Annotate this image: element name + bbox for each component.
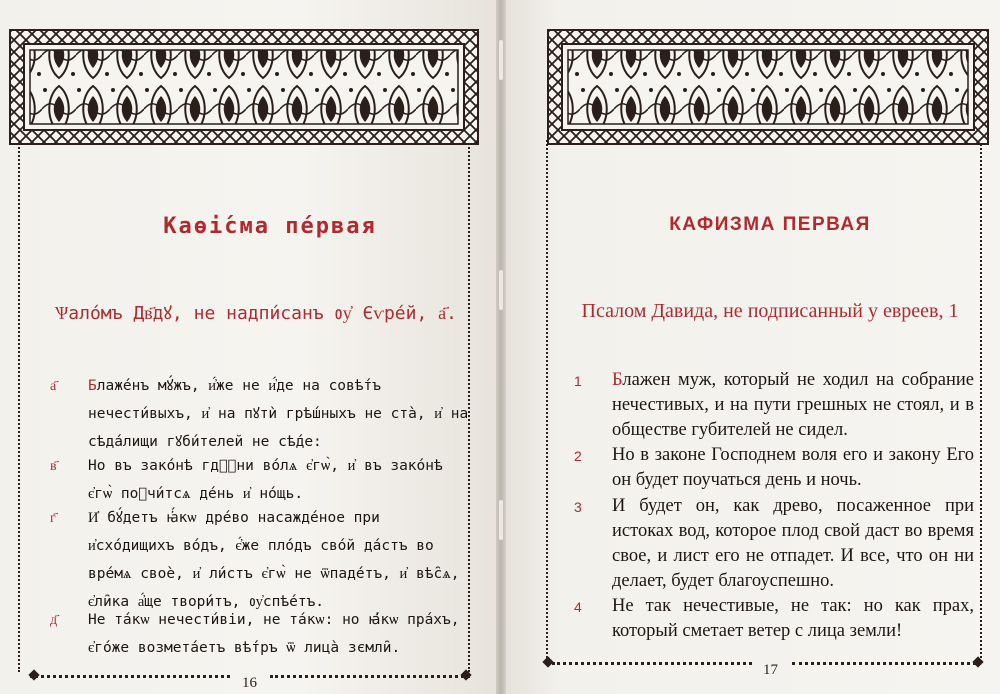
right-verse-text-4: Не так нечестивые, не так: но как прах, который сметает ветер с лица земли!	[612, 596, 974, 641]
right-verse-4	[574, 594, 974, 644]
right-verse-text-3: И будет он, как древо, посаженное при истоках вод, которое плод свой даст во время свое, и лист его не отпадет. И все, что он ни делает, будет благоуспешно.	[612, 496, 974, 591]
right-kathisma-title: КАФИЗМА ПЕРВАЯ	[669, 214, 871, 235]
binding-stitch	[499, 40, 503, 80]
left-verse-text-2: Но въ зако́нѣ гдⷭ҇ни во́лѧ є҆гѡ̀, и҆ въ зако́нѣ є҆гѡ̀ поꙋчи́тсѧ де́нь и҆ но́щь.	[88, 458, 443, 502]
right-verse-initial: Б	[612, 370, 623, 390]
left-headpiece-ornament	[8, 28, 480, 146]
left-verse-text-1: лаже́нъ мꙋ́жъ, и҆́же не и҆́де на совѣ́тъ нечести́выхъ, и҆ на пꙋтѝ грѣ́шныхъ не ста̀, и҆ на сѣда́лищи гꙋби́телей не сѣ́де:	[88, 378, 469, 450]
left-verse-text-4: Не та́кѡ нечести́віи, не та́кѡ: но ꙗ҆́кѡ пра́хъ, є҆го́же возмета́етъ вѣ́тръ ѿ лица̀ зємли̑.	[88, 612, 460, 656]
right-psalm-heading: Псалом Давида, не подписанный у евреев, 1	[581, 300, 959, 322]
left-verse-number-1: а҃	[50, 378, 57, 394]
left-verse-3	[50, 504, 470, 616]
right-verse-2	[574, 443, 974, 493]
left-verse-4	[50, 606, 470, 662]
binding-stitch	[499, 270, 503, 310]
left-verse-number-4: д҃	[50, 612, 58, 628]
right-verse-number-1: 1	[574, 373, 582, 389]
left-verse-text-3: И҆ бꙋ́детъ ꙗ҆́кѡ дре́во насажде́ное при и҆схо́дищихъ во́дъ, є҆́же пло́дъ сво́й да́стъ во вре́мѧ своѐ, и҆ ли́стъ є҆гѡ̀ не ѿпаде́тъ, и҆ вѣ̑сѧ, є҆ли̑ка а҆́ще твори́тъ, ᲂу҆спѣ́етъ.	[88, 510, 460, 610]
left-verse-2	[50, 452, 470, 508]
left-verse-number-2: в҃	[50, 458, 57, 474]
right-verse-number-4: 4	[574, 599, 582, 615]
right-verse-text-2: Но в законе Господнем воля его и закону Его он будет поучаться день и ночь.	[612, 445, 974, 490]
right-verse-3	[574, 494, 974, 594]
left-psalm-heading: Ѱало́мъ Дв҃дꙋ, не надпи́санъ ᲂу҆ Єѵре́й, а҃.	[55, 303, 457, 324]
right-verse-number-3: 3	[574, 499, 582, 515]
right-verse-number-2: 2	[574, 448, 582, 464]
left-verse-number-3: г҃	[50, 510, 56, 526]
binding-stitch	[499, 500, 503, 540]
left-page-bottom-border	[30, 675, 230, 678]
right-page-number: 17	[763, 662, 778, 678]
left-page-number: 16	[242, 675, 257, 691]
right-headpiece-ornament	[546, 28, 990, 146]
right-page-bottom-border-right	[792, 662, 976, 665]
left-page-bottom-border-right	[270, 675, 470, 678]
right-verse-1	[574, 368, 974, 443]
right-verse-text-1: лажен муж, который не ходил на собрание нечестивых, и на пути грешных не стоял, и в обществе губителей не сидел.	[612, 370, 974, 440]
left-verse-1	[50, 372, 470, 456]
left-verse-initial: Б	[88, 378, 97, 394]
book-gutter	[496, 0, 506, 694]
left-kathisma-title: Каѳі́сма пе́рвая	[163, 214, 377, 239]
right-page-bottom-border	[552, 662, 752, 665]
